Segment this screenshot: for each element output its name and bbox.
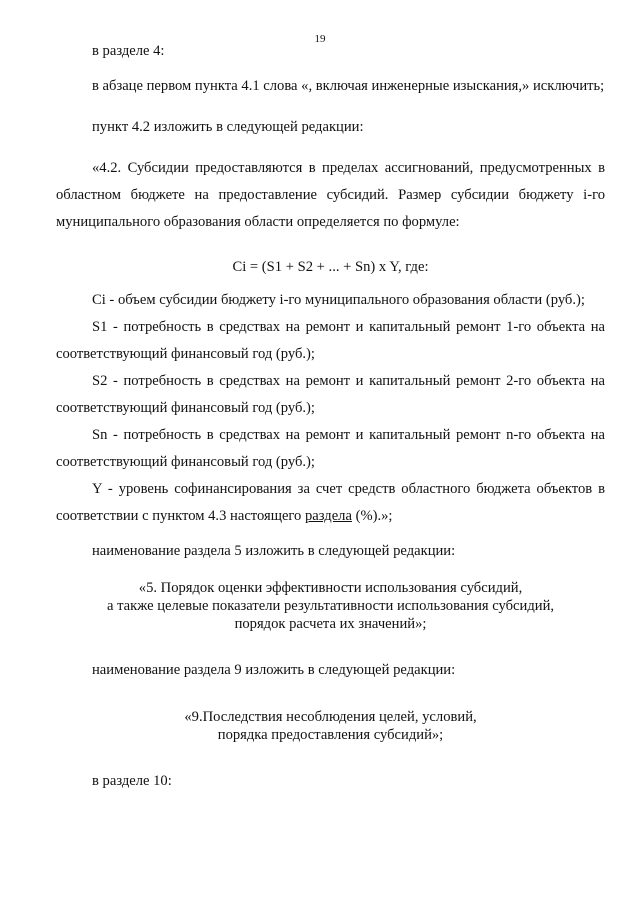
subsidy-formula: Ci = (S1 + S2 + ... + Sn) x Y, где: bbox=[232, 259, 429, 275]
section-5-title-line-1: «5. Порядок оценки эффективности использования субсидий, bbox=[138, 580, 523, 596]
definition-s2: S2 - потребность в средствах на ремонт и капитальный ремонт 2-го объекта на соответствующий финансовый год (руб.); bbox=[56, 373, 605, 416]
definition-sn: Sn - потребность в средствах на ремонт и капитальный ремонт n-го объекта на соответствующий финансовый год (руб.); bbox=[56, 427, 605, 470]
paragraph-section-5-intro: наименование раздела 5 изложить в следующей редакции: bbox=[92, 543, 456, 559]
definition-ci: Ci - объем субсидии бюджету i-го муниципального образования области (руб.); bbox=[92, 292, 585, 308]
section-9-title-block bbox=[56, 708, 605, 744]
document-body bbox=[56, 38, 605, 795]
definition-y-tail: (%).»; bbox=[351, 508, 393, 524]
definition-y-text: Y - уровень софинансирования за счет средств областного бюджета объектов в соответствии с пунктом 4.3 настоящего bbox=[56, 481, 605, 524]
definition-s1: S1 - потребность в средствах на ремонт и капитальный ремонт 1-го объекта на соответствующий финансовый год (руб.); bbox=[56, 319, 605, 362]
paragraph-4-1-amendment: в абзаце первом пункта 4.1 слова «, включая инженерные изыскания,» исключить; bbox=[92, 78, 605, 94]
section-5-title-block bbox=[56, 579, 605, 633]
paragraph-section-9-intro: наименование раздела 9 изложить в следующей редакции: bbox=[92, 662, 456, 678]
section-5-title-line-2: а также целевые показатели результативности использования субсидий, bbox=[106, 598, 555, 614]
section-9-title-line-2: порядка предоставления субсидий»; bbox=[217, 727, 444, 743]
section-9-title-line-1: «9.Последствия несоблюдения целей, условий, bbox=[184, 709, 477, 725]
paragraph-section-10: в разделе 10: bbox=[92, 773, 172, 789]
section-reference-link: раздела bbox=[305, 508, 352, 524]
paragraph-section-4: в разделе 4: bbox=[92, 43, 165, 59]
paragraph-4-2-intro: пункт 4.2 изложить в следующей редакции: bbox=[92, 119, 364, 135]
section-5-title-line-3: порядок расчета их значений»; bbox=[234, 616, 427, 632]
paragraph-4-2-text: «4.2. Субсидии предоставляются в пределах ассигнований, предусмотренных в областном бюджете на предоставление субсидий. Размер субсидии бюджету i-го муниципального образования области определяется по формуле: bbox=[56, 160, 605, 230]
definition-y bbox=[56, 476, 605, 530]
page-number: 19 bbox=[314, 33, 326, 45]
